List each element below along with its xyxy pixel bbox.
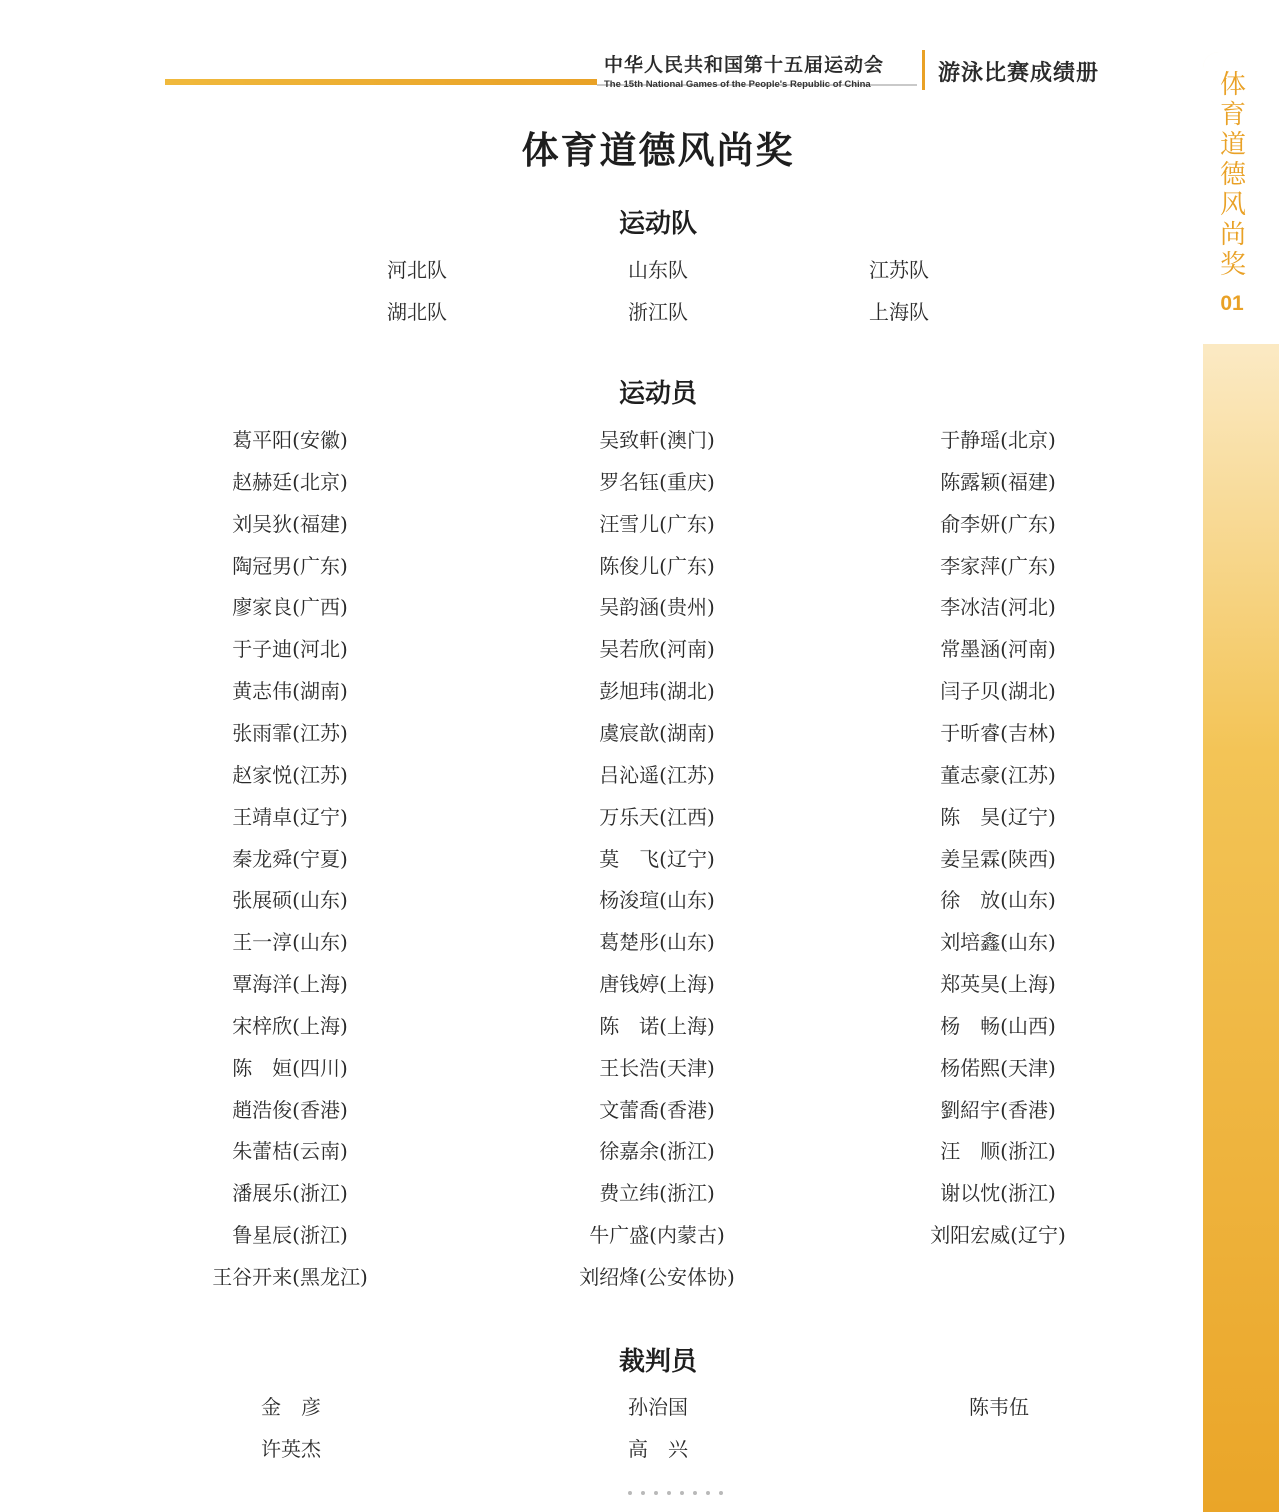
athlete-entry: 牛广盛(内蒙古) [589, 1223, 725, 1248]
athlete-entry: 赵赫廷(北京) [232, 469, 348, 494]
athlete-entry: 杨浚瑄(山东) [599, 888, 715, 913]
side-tab-page-number: 01 [1220, 292, 1244, 315]
page-dot [719, 1491, 723, 1495]
athlete-entry: 虞宸歆(湖南) [599, 720, 715, 745]
section-heading-teams: 运动队 [618, 209, 697, 239]
athlete-entry: 张雨霏(江苏) [232, 720, 348, 745]
athlete-entry: 潘展乐(浙江) [232, 1181, 348, 1206]
page-dot [667, 1491, 671, 1495]
athlete-entry: 常墨涵(河南) [940, 637, 1056, 662]
athlete-entry: 陈 诺(上海) [599, 1013, 715, 1038]
athlete-entry: 陈 姮(四川) [232, 1055, 348, 1080]
athlete-entry: 杨偌熙(天津) [940, 1055, 1056, 1080]
athlete-entry: 吴致軒(澳门) [599, 428, 715, 452]
team-name: 江苏队 [869, 258, 929, 282]
athlete-entry: 徐 放(山东) [940, 888, 1056, 913]
athlete-entry: 朱蕾桔(云南) [232, 1139, 348, 1164]
athlete-entry: 宋梓欣(上海) [232, 1013, 348, 1038]
athlete-entry: 刘吴狄(福建) [232, 511, 348, 536]
athlete-entry: 秦龙舜(宁夏) [232, 846, 348, 871]
referee-name: 金 彦 [261, 1395, 321, 1419]
athlete-entry: 覃海洋(上海) [232, 972, 348, 997]
athlete-entry: 陈露颖(福建) [940, 469, 1056, 494]
athlete-entry: 鲁星辰(浙江) [232, 1223, 348, 1248]
athlete-entry: 王谷开来(黑龙江) [212, 1265, 368, 1289]
athlete-entry: 吴韵涵(贵州) [599, 595, 715, 620]
referee-name: 高 兴 [628, 1437, 688, 1461]
athlete-entry: 陈 昊(辽宁) [940, 804, 1056, 829]
team-name: 山东队 [628, 258, 688, 282]
athlete-entry: 唐钱婷(上海) [599, 972, 715, 997]
athlete-entry: 万乐天(江西) [599, 804, 715, 829]
page-dot [706, 1491, 710, 1495]
athlete-entry: 廖家良(广西) [232, 595, 348, 620]
athlete-entry: 李冰洁(河北) [940, 595, 1056, 620]
page-dot [628, 1491, 632, 1495]
page-dot [693, 1491, 697, 1495]
athlete-entry: 徐嘉余(浙江) [599, 1139, 715, 1164]
athlete-entry: 黄志伟(湖南) [232, 679, 348, 704]
page-dot [654, 1491, 658, 1495]
team-name: 河北队 [387, 258, 447, 282]
athlete-entry: 王一淳(山东) [232, 930, 348, 955]
athlete-entry: 刘阳宏威(辽宁) [930, 1223, 1066, 1248]
athlete-entry: 杨 畅(山西) [940, 1013, 1056, 1038]
athlete-entry: 葛平阳(安徽) [232, 428, 348, 452]
athlete-entry: 文蕾喬(香港) [599, 1097, 715, 1122]
team-name: 上海队 [869, 300, 929, 324]
page-dot [641, 1491, 645, 1495]
section-heading-referees: 裁判员 [618, 1347, 697, 1377]
athlete-entry: 俞李妍(广东) [940, 511, 1056, 536]
athlete-entry: 罗名钰(重庆) [599, 469, 715, 494]
athlete-entry: 汪 顺(浙江) [940, 1139, 1056, 1164]
athlete-entry: 闫子贝(湖北) [940, 679, 1056, 704]
athlete-entry: 赵家悦(江苏) [232, 762, 348, 787]
team-name: 浙江队 [628, 300, 688, 324]
referee-name: 许英杰 [261, 1437, 321, 1461]
athlete-entry: 陶冠男(广东) [232, 553, 348, 578]
referee-name: 孙治国 [628, 1395, 688, 1419]
athlete-entry: 郑英昊(上海) [940, 972, 1056, 997]
header-title-en: The 15th National Games of the People's Republic of China [604, 79, 871, 90]
athlete-entry: 莫 飞(辽宁) [599, 846, 715, 871]
side-tab-title: 体育道德风尚奖 [1219, 70, 1246, 280]
athlete-entry: 李家萍(广东) [940, 553, 1056, 578]
athlete-entry: 劉紹宇(香港) [940, 1097, 1056, 1122]
athlete-entry: 葛楚彤(山东) [599, 930, 715, 955]
header-title-cn: 中华人民共和国第十五届运动会 [604, 54, 885, 76]
page-dot [680, 1491, 684, 1495]
athlete-entry: 于静瑶(北京) [940, 428, 1056, 452]
section-heading-athletes: 运动员 [618, 379, 697, 409]
team-name: 湖北队 [387, 300, 447, 324]
athlete-entry: 于昕睿(吉林) [940, 720, 1056, 745]
athlete-entry: 刘绍烽(公安体协) [579, 1265, 735, 1289]
athlete-entry: 吕沁遥(江苏) [599, 762, 715, 787]
page-dots-indicator [628, 1483, 738, 1503]
athlete-entry: 于子迪(河北) [232, 637, 348, 662]
athlete-entry: 谢以忱(浙江) [940, 1181, 1056, 1206]
athlete-entry: 王靖卓(辽宁) [232, 804, 348, 829]
athlete-entry: 王长浩(天津) [599, 1055, 715, 1080]
athlete-entry: 吴若欣(河南) [599, 637, 715, 662]
header-separator [922, 50, 925, 90]
athlete-entry: 姜呈霖(陕西) [940, 846, 1056, 871]
header-accent-line [165, 79, 597, 85]
page-title: 体育道德风尚奖 [521, 129, 795, 172]
athlete-entry: 董志豪(江苏) [940, 762, 1056, 787]
athlete-entry: 费立纬(浙江) [599, 1181, 715, 1206]
athlete-entry: 张展硕(山东) [232, 888, 348, 913]
athlete-entry: 汪雪儿(广东) [599, 511, 715, 536]
athlete-entry: 陈俊儿(广东) [599, 553, 715, 578]
referee-name: 陈韦伍 [969, 1395, 1029, 1419]
athlete-entry: 趙浩俊(香港) [232, 1097, 348, 1122]
athlete-entry: 彭旭玮(湖北) [599, 679, 715, 704]
header-book-title: 游泳比赛成绩册 [938, 61, 1100, 86]
athlete-entry: 刘培鑫(山东) [940, 930, 1056, 955]
